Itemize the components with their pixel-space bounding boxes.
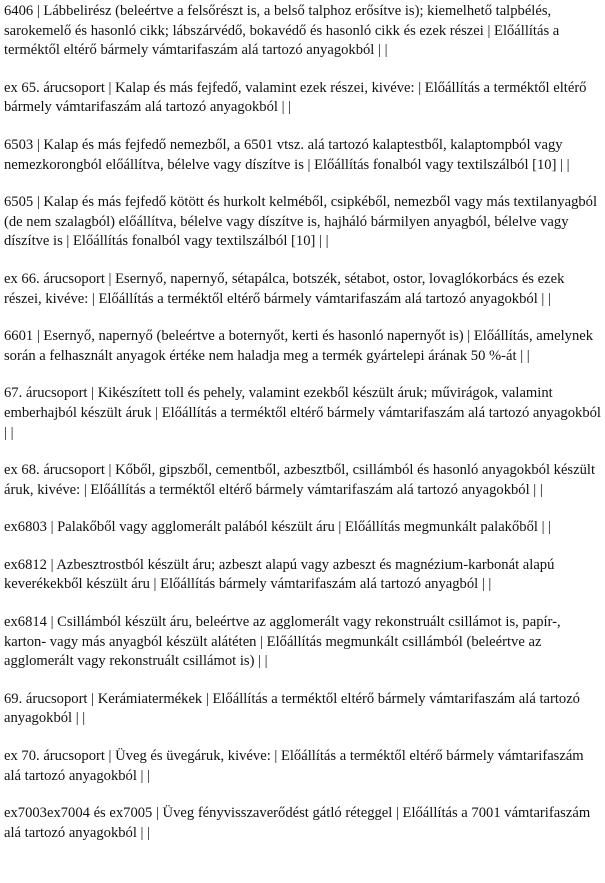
paragraph-ex68: ex 68. árucsoport | Kőből, gipszből, cementből, azbesztből, csillámból és hasonló anyagokból készült áruk, kivéve: | Előállítás a terméktől eltérő bármely vámtarifaszám alá tartozó anyagokból | | <box>4 462 595 498</box>
paragraph-ex7003: ex7003ex7004 és ex7005 | Üveg fényvisszaverődést gátló réteggel | Előállítás a 7001 vámtarifaszám alá tartozó anyagokból | | <box>4 805 591 841</box>
paragraph-ex70: ex 70. árucsoport | Üveg és üvegáruk, kivéve: | Előállítás a terméktől eltérő bármely vámtarifaszám alá tartozó anyagokból | | <box>4 748 584 784</box>
paragraph-6601: 6601 | Esernyő, napernyő (beleértve a boternyőt, kerti és hasonló napernyőt is) | Előállítás, amelynek során a felhasznált anyagok értéke nem haladja meg a termék gyártelepi árának 50 %-át | | <box>4 328 594 364</box>
paragraph-ex6814: ex6814 | Csillámból készült áru, beleértve az agglomerált vagy rekonstruált csillámot is, papír-, karton- vagy más anyagból készült alátéten | Előállítás megmunkált csillámból (beleértve az agglomerált vagy rekonstruált csillámot is) | | <box>4 614 561 670</box>
paragraph-6406: 6406 | Lábbelirész (beleértve a felsőrészt is, a belső talphoz erősítve is); kiemelhető talpbélés, sarokemelő és hasonló cikk; lábszárvédő, bokavédő és hasonló cikk és ezek részei | Előállítás a terméktől eltérő bármely vámtarifaszám alá tartozó anyagokból | | <box>4 3 560 59</box>
paragraph-6503: 6503 | Kalap és más fejfedő nemezből, a 6501 vtsz. alá tartozó kalaptestből, kalaptompból vagy nemezkorongból előállítva, bélelve vagy díszítve is | Előállítás fonalból vagy textilszálból [10] | | <box>4 136 570 173</box>
paragraph-67: 67. árucsoport | Kikészített toll és pehely, valamint ezekből készült áruk; művirágok, valamint emberhajból készült áruk | Előállítás a terméktől eltérő bármely vámtarifaszám alá tartozó anyagokból | | <box>4 385 601 441</box>
paragraph-ex65: ex 65. árucsoport | Kalap és más fejfedő, valamint ezek részei, kivéve: | Előállítás a terméktől eltérő bármely vámtarifaszám alá tartozó anyagokból | | <box>4 79 587 116</box>
paragraph-ex66: ex 66. árucsoport | Esernyő, napernyő, sétapálca, botszék, sétabot, ostor, lovaglókorbács és ezek részei, kivéve: | Előállítás a terméktől eltérő bármely vámtarifaszám alá tartozó anyagokból | | <box>4 270 565 307</box>
paragraph-69: 69. árucsoport | Kerámiatermékek | Előállítás a terméktől eltérő bármely vámtarifaszám alá tartozó anyagokból | | <box>4 690 580 727</box>
paragraph-ex6812: ex6812 | Azbesztrostból készült áru; azbeszt alapú vagy azbeszt és magnézium-karbonát alapú keverékekből készült áru | Előállítás bármely vámtarifaszám alá tartozó anyagból | | <box>4 556 555 593</box>
paragraph-ex6803: ex6803 | Palakőből vagy agglomerált palából készült áru | Előállítás megmunkált palakőből | | <box>4 519 552 536</box>
paragraph-6505: 6505 | Kalap és más fejfedő kötött és hurkolt kelméből, csipkéből, nemezből vagy más textilanyagból (de nem szalagból) előállítva, bélelve vagy díszítve is, hajháló bármilyen anyagból, bélelve vagy díszítve is | Előállítás fonalból vagy textilszálból [10] | | <box>4 194 598 250</box>
